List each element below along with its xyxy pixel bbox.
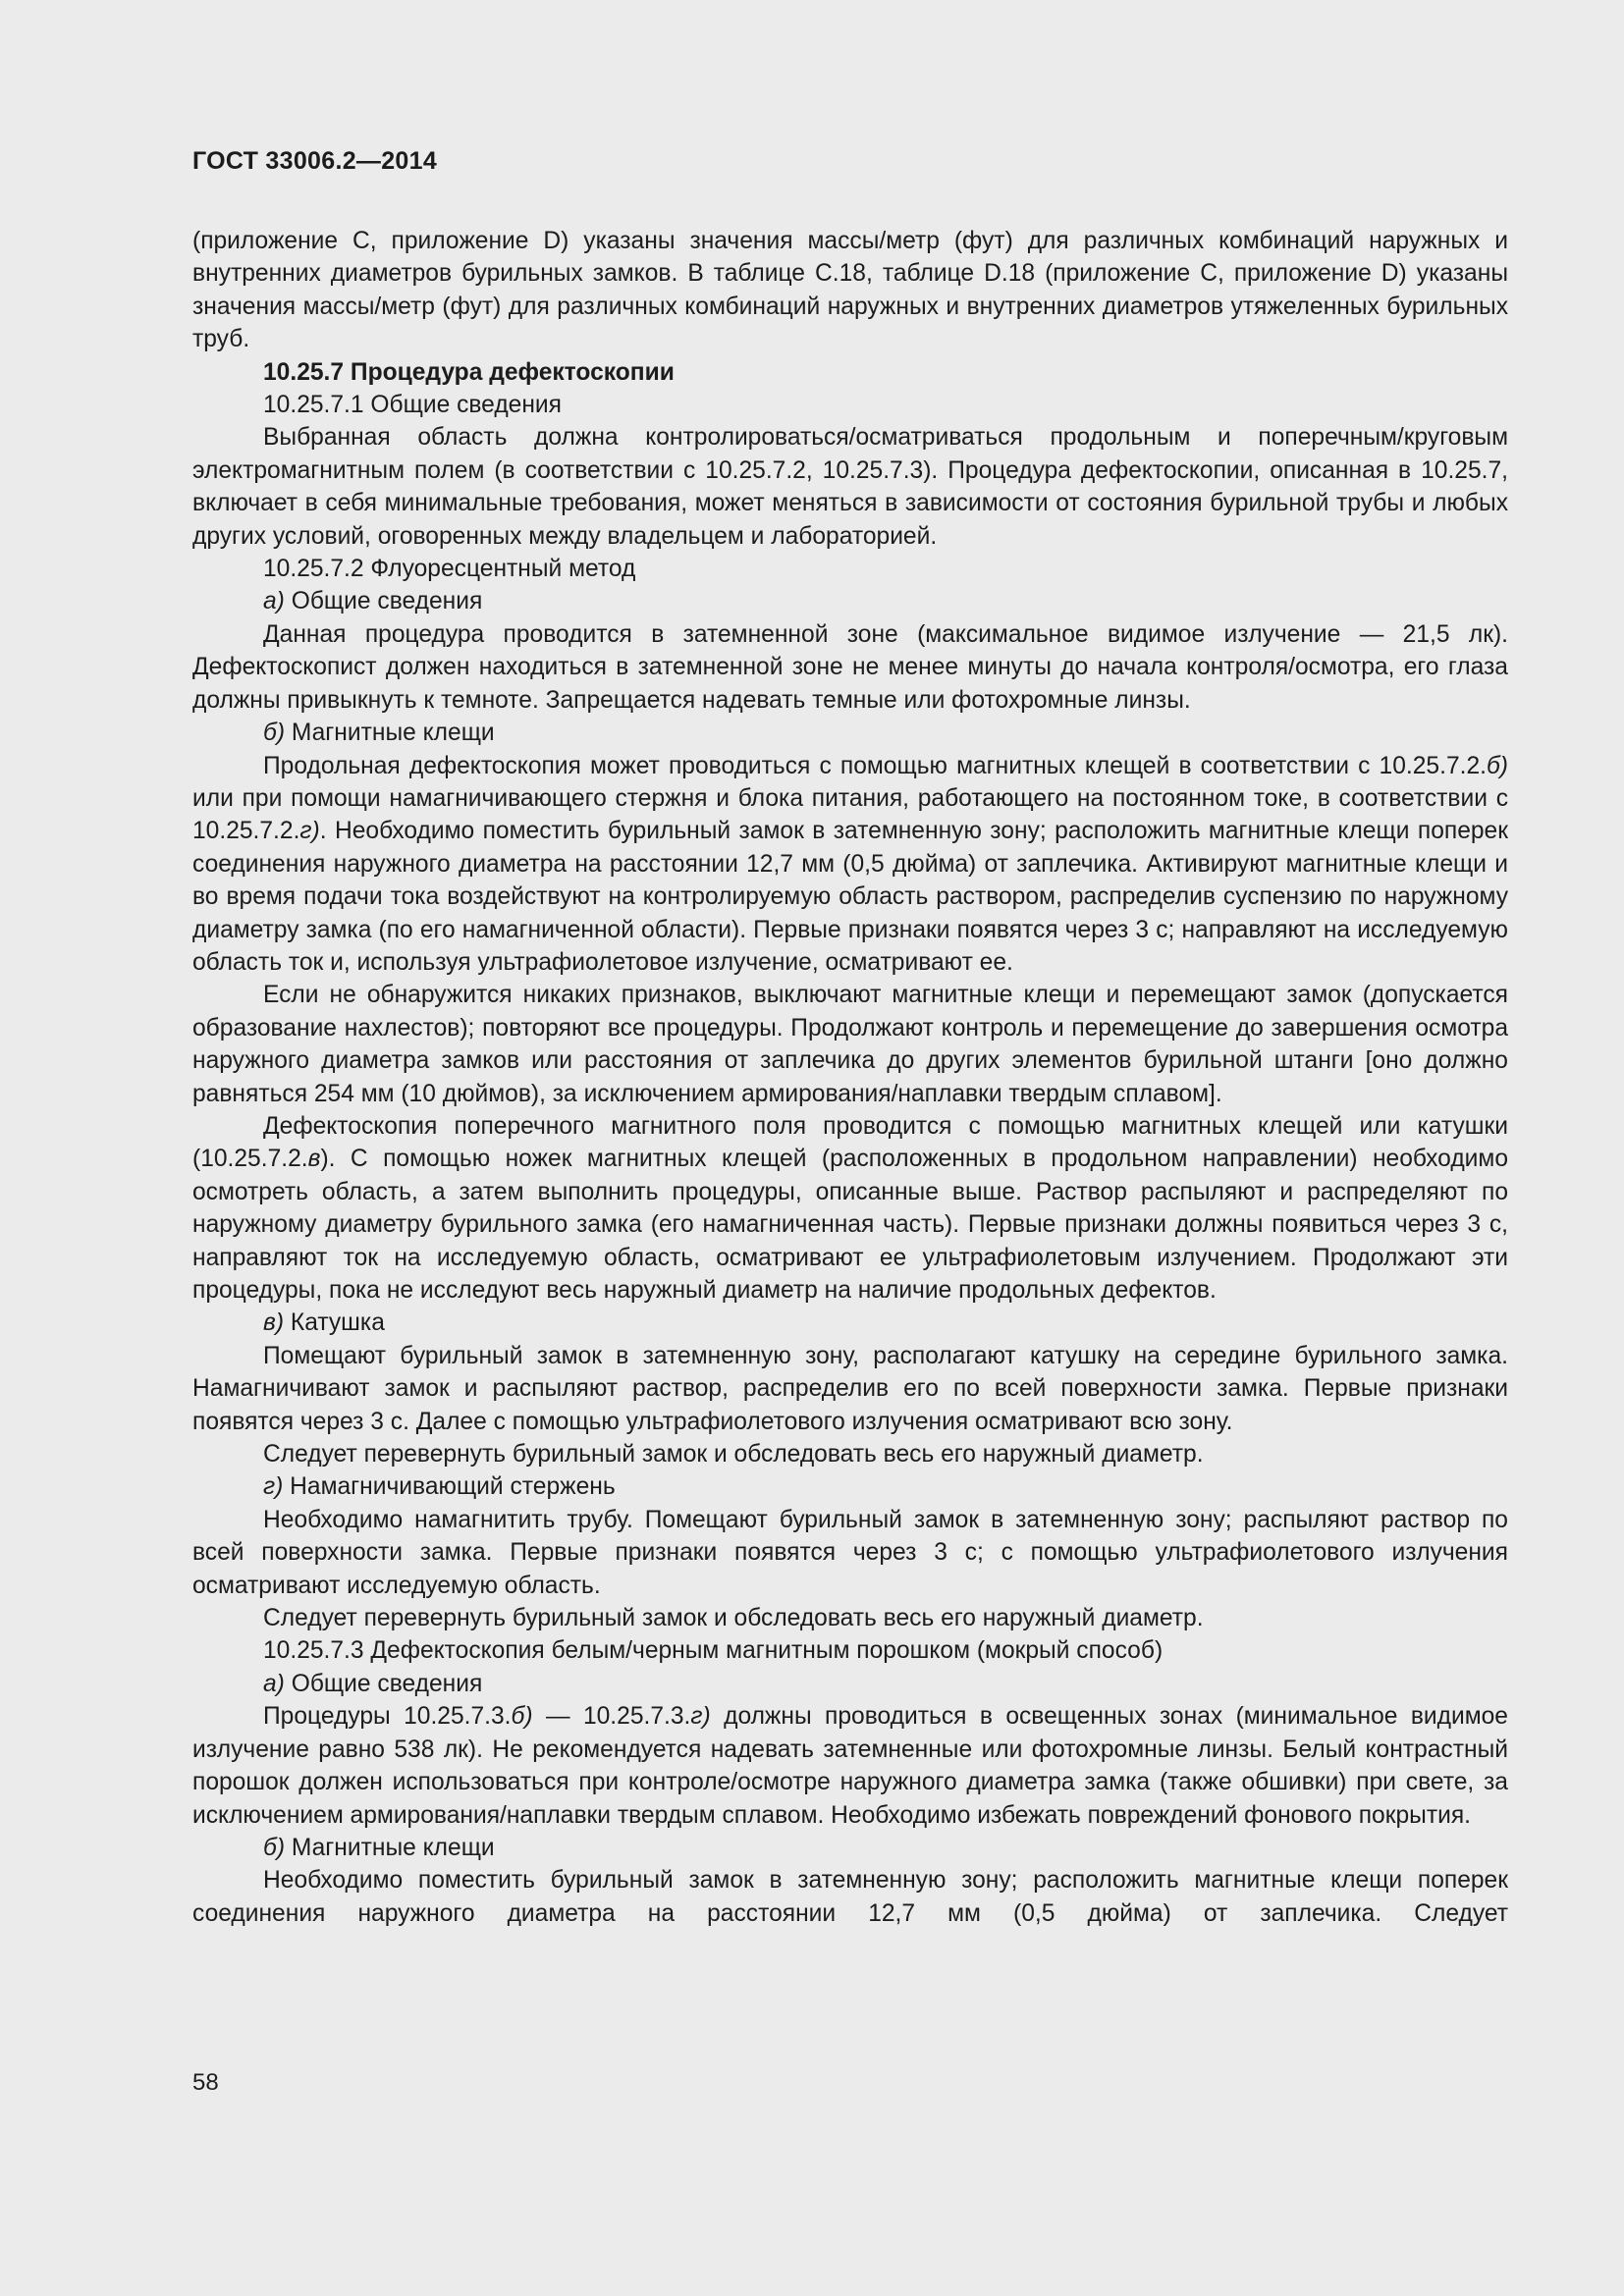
- document-header: ГОСТ 33006.2—2014: [192, 147, 438, 175]
- list-heading-text: Общие сведения: [284, 1670, 483, 1697]
- text-run: Продольная дефектоскопия может проводиться с помощью магнитных клещей в соответствии с 10.25.7.2.: [263, 752, 1487, 779]
- page-number: 58: [192, 2069, 219, 2096]
- list-heading-text: Магнитные клещи: [285, 1834, 495, 1861]
- text-run: . Необходимо поместить бурильный замок в затемненную зону; расположить магнитные клещи поперек соединения наружного диаметра на расстоянии 12,7 мм (0,5 дюйма) от заплечика. Активируют магнитные клещи и во время подачи тока воздействуют на контролируемую область раствором, распределив суспензию по наружному диаметру замка (по его намагниченной области). Первые признаки появятся через 3 с; направляют на исследуемую область ток и, используя ультрафиолетовое излучение, осматривают ее.: [192, 818, 1508, 976]
- list-heading-text: Намагничивающий стержень: [283, 1473, 616, 1501]
- paragraph: [192, 1700, 1508, 1832]
- italic-ref: в: [307, 1146, 321, 1173]
- paragraph: [192, 750, 1508, 980]
- list-heading: [192, 717, 1508, 749]
- subsection-heading-10-25-7-1: 10.25.7.1 Общие сведения: [263, 392, 562, 419]
- list-heading: [192, 585, 1508, 617]
- paragraph: Данная процедура проводится в затемненной зоне (максимальное видимое излучение — 21,5 лк). Дефектоскопист должен находиться в затемненной зоне не менее минуты до начала контроля/осмотра, его глаза должны привыкнуть к темноте. Запрещается надевать темные или фотохромные линзы.: [192, 620, 1508, 714]
- list-heading: [192, 1832, 1508, 1864]
- italic-ref: г): [690, 1703, 711, 1731]
- list-heading: [192, 1668, 1508, 1700]
- italic-ref: г): [299, 818, 320, 845]
- paragraph: [192, 1110, 1508, 1307]
- italic-ref: б): [511, 1703, 533, 1731]
- paragraph: Если не обнаружится никаких признаков, выключают магнитные клещи и перемещают замок (допускается образование нахлестов); повторяют все процедуры. Продолжают контроль и перемещение до завершения осмотра наружного диаметра замков или расстояния от заплечика до других элементов бурильной штанги [оно должно равняться 254 мм (10 дюймов), за исключением армирования/наплавки твердым сплавом].: [192, 982, 1508, 1107]
- paragraph: Необходимо намагнитить трубу. Помещают бурильный замок в затемненную зону; распыляют раствор по всей поверхности замка. Первые признаки появятся через 3 с; с помощью ультрафиолетового излучения осматривают исследуемую область.: [192, 1506, 1508, 1599]
- paragraph-continuation: (приложение С, приложение D) указаны значения массы/метр (фут) для различных комбинаций наружных и внутренних диаметров бурильных замков. В таблице С.18, таблице D.18 (приложение С, приложение D) указаны значения массы/метр (фут) для различных комбинаций наружных и внутренних диаметров утяжеленных бурильных труб.: [192, 228, 1508, 353]
- list-heading: [192, 1470, 1508, 1503]
- list-marker: б): [263, 1834, 286, 1861]
- list-marker: г): [263, 1473, 284, 1501]
- italic-ref: б): [1486, 752, 1508, 779]
- paragraph: Выбранная область должна контролироваться/осматриваться продольным и поперечным/круговым электромагнитным полем (в соответствии с 10.25.7.2, 10.25.7.3). Процедура дефектоскопии, описанная в 10.25.7, включает в себя минимальные требования, может меняться в зависимости от состояния бурильной трубы и любых других условий, оговоренных между владельцем и лабораторией.: [192, 424, 1508, 550]
- text-run: Процедуры 10.25.7.3.: [263, 1703, 512, 1731]
- list-heading-text: Магнитные клещи: [285, 720, 495, 747]
- paragraph-continues: Необходимо поместить бурильный замок в затемненную зону; расположить магнитные клещи поперек соединения наружного диаметра на расстоянии 12,7 мм (0,5 дюйма) от заплечика. Следует: [192, 1867, 1508, 1927]
- text-run: Дефектоскопия поперечного магнитного поля проводится с помощью магнитных клещей или катушки (10.25.7.2.: [192, 1112, 1508, 1173]
- list-marker: а): [263, 1670, 285, 1697]
- paragraph: Помещают бурильный замок в затемненную зону, располагают катушку на середине бурильного замка. Намагничивают замок и распыляют раствор, распределив его по всей поверхности замка. Первые признаки появятся через 3 с. Далее с помощью ультрафиолетового излучения осматривают всю зону.: [192, 1342, 1508, 1435]
- document-body: [192, 225, 1508, 1930]
- paragraph: Следует перевернуть бурильный замок и обследовать весь его наружный диаметр.: [263, 1441, 1204, 1468]
- list-marker: б): [263, 720, 286, 747]
- list-heading-text: Общие сведения: [284, 588, 483, 615]
- list-heading-text: Катушка: [284, 1309, 385, 1337]
- section-heading-10-25-7: 10.25.7 Процедура дефектоскопии: [263, 358, 675, 386]
- text-run: или при помощи намагничивающего стержня и блока питания, работающего на постоянном токе, в соответствии с 10.25.7.2.: [192, 784, 1508, 845]
- text-run: ). С помощью ножек магнитных клещей (расположенных в продольном направлении) необходимо осмотреть область, а затем выполнить процедуры, описанные выше. Раствор распыляют и распределяют по наружному диаметру бурильного замка (его намагниченная часть). Первые признаки должны появиться через 3 с, направляют ток на исследуемую область, осматривают ее ультрафиолетовым излучением. Продолжают эти процедуры, пока не исследуют весь наружный диаметр на наличие продольных дефектов.: [192, 1146, 1508, 1304]
- text-run: должны проводиться в освещенных зонах (минимальное видимое излучение равно 538 лк). Не рекомендуется надевать затемненные или фотохромные линзы. Белый контрастный порошок должен использоваться при контроле/осмотре наружного диаметра замка (также обшивки) при свете, за исключением армирования/наплавки твердым сплавом. Необходимо избежать повреждений фонового покрытия.: [192, 1703, 1508, 1829]
- paragraph: Следует перевернуть бурильный замок и обследовать весь его наружный диаметр.: [263, 1605, 1204, 1632]
- list-marker: в): [263, 1309, 285, 1337]
- text-run: — 10.25.7.3.: [532, 1703, 691, 1731]
- list-marker: а): [263, 588, 285, 615]
- list-heading: [192, 1307, 1508, 1339]
- subsection-heading-10-25-7-3: 10.25.7.3 Дефектоскопия белым/черным магнитным порошком (мокрый способ): [263, 1637, 1164, 1665]
- subsection-heading-10-25-7-2: 10.25.7.2 Флуоресцентный метод: [263, 556, 636, 583]
